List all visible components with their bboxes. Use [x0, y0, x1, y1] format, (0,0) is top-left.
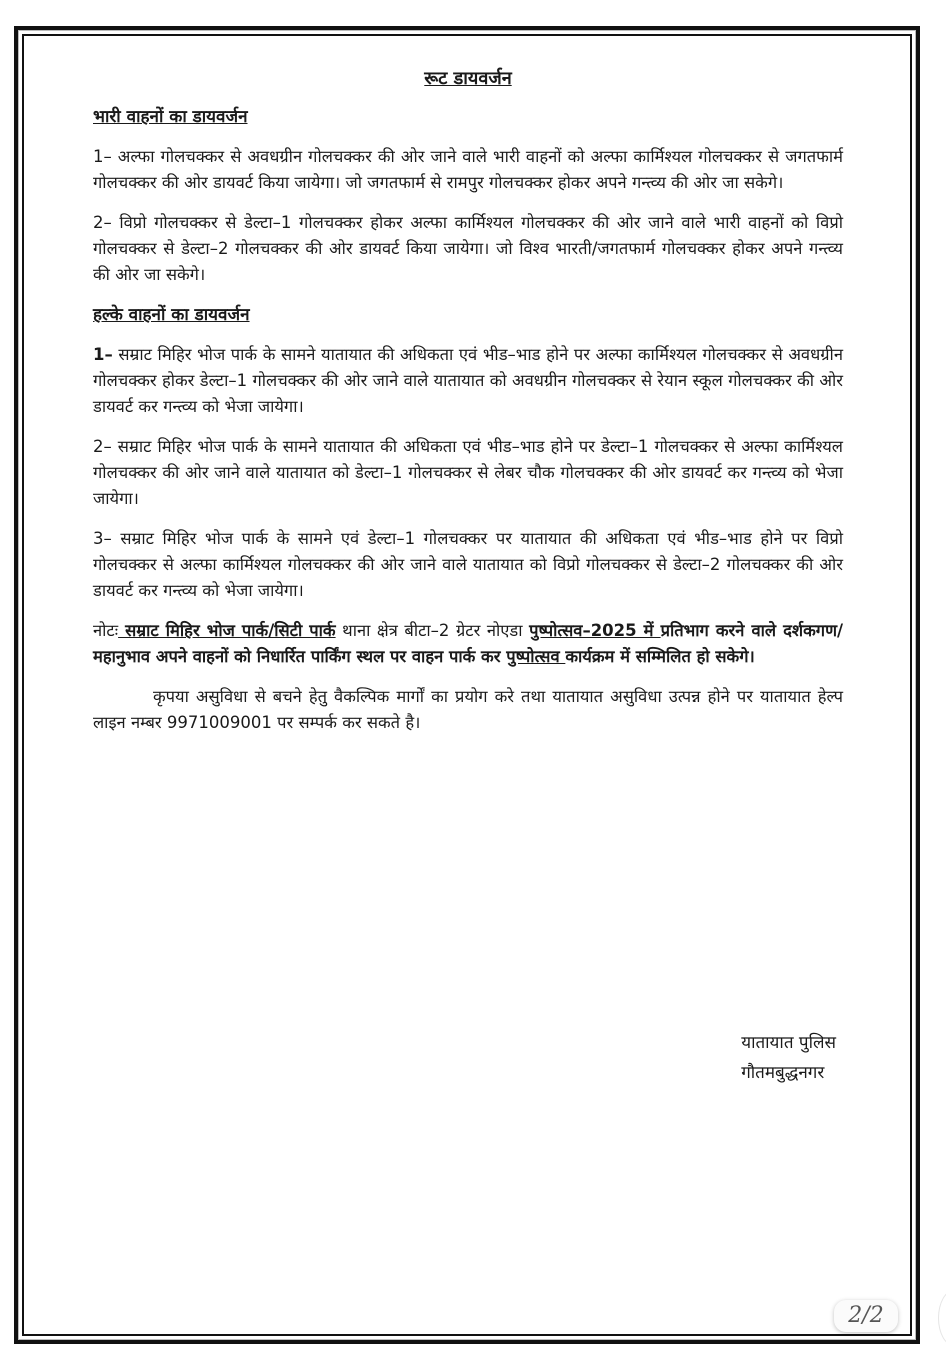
signature-block [741, 1028, 836, 1088]
floating-button-edge[interactable] [938, 1290, 946, 1346]
note-paragraph [93, 618, 843, 670]
section-heading: भारी वाहनों का डायवर्जन [93, 107, 248, 127]
section-heading: हल्के वाहनों का डायवर्जन [93, 305, 250, 325]
note-location: थाना क्षेत्र बीटा–2 ग्रेटर नोएडा [335, 621, 530, 640]
note-text-b: कार्यक्रम में सम्मिलित हो सकेगे। [565, 647, 755, 666]
page-indicator: 2/2 [834, 1300, 898, 1332]
section-heavy-vehicles [93, 104, 843, 288]
item-number: 2– [93, 437, 112, 456]
note-text-a: प्रतिभाग करने वाले दर्शकगण/महानुभाव अपने वाहनों को निधार्रित पार्किंग स्थल पर वाहन पार्क कर [93, 621, 844, 666]
item-text: अल्फा गोलचक्कर से अवधग्रीन गोलचक्कर की ओर जाने वाले भारी वाहनों को अल्फा कार्मिश्यल गोलचक्कर से जगतफार्म गोलचक्कर की ओर डायवर्ट किया जायेगा। जो जगतफार्म से रामपुर गोलचक्कर होकर अपने गन्त्व्य की ओर जा सकेगे। [93, 147, 843, 192]
list-item [93, 434, 843, 512]
item-text: सम्राट मिहिर भोज पार्क के सामने एवं डेल्टा–1 गोलचक्कर पर यातायात की अधिकता एवं भीड–भाड होने पर विप्रो गोलचक्कर से अल्फा कार्मिश्यल गोलचक्कर की ओर जाने वाले यातायात को विप्रो गोलचक्कर से डेल्टा–2 गोलचक्कर की ओर डायवर्ट कर गन्त्व्य को भेजा जायेगा। [93, 529, 843, 600]
item-text: सम्राट मिहिर भोज पार्क के सामने यातायात की अधिकता एवं भीड–भाड होने पर डेल्टा–1 गोलचक्कर से अल्फा कार्मिश्यल गोलचक्कर की ओर जाने वाले यातायात को डेल्टा–1 गोलचक्कर से लेबर चौक गोलचक्कर की ओर डायवर्ट कर गन्त्व्य को भेजा जायेगा। [93, 437, 843, 508]
note-venue: सम्राट मिहिर भोज पार्क/सिटी पार्क [118, 621, 336, 640]
document-title: रूट डायवर्जन [424, 68, 512, 89]
list-item [93, 342, 843, 420]
list-item [93, 144, 843, 196]
item-number: 2– [93, 213, 112, 232]
list-item [93, 210, 843, 288]
item-number: 1– [93, 147, 112, 166]
note-label: नोटः [93, 621, 119, 640]
item-number: 3– [93, 529, 112, 548]
list-item [93, 526, 843, 604]
signature-line-1: यातायात पुलिस [741, 1033, 836, 1053]
section-light-vehicles [93, 302, 843, 604]
signature-line-2: गौतमबुद्धनगर [741, 1063, 825, 1083]
document-body [93, 66, 843, 750]
item-text: सम्राट मिहिर भोज पार्क के सामने यातायात की अधिकता एवं भीड–भाड होने पर अल्फा कार्मिश्यल गोलचक्कर से अवधग्रीन गोलचक्कर होकर डेल्टा–1 गोलचक्कर की ओर जाने वाले यातायात को अवधग्रीन गोलचक्कर से रेयान स्कूल गोलचक्कर की ओर डायवर्ट कर गन्त्व्य को भेजा जायेगा। [93, 345, 843, 416]
note-event-short: पुष्पोत्सव [506, 647, 566, 666]
closing-paragraph: कृपया असुविधा से बचने हेतु वैकल्पिक मार्गों का प्रयोग करे तथा यातायात असुविधा उत्पन्न होने पर यातायात हेल्प लाइन नम्बर 9971009001 पर सम्पर्क कर सकते है। [93, 687, 843, 732]
item-number: 1– [93, 345, 113, 364]
note-event: पुष्पोत्सव–2025 में [529, 621, 661, 640]
item-text: विप्रो गोलचक्कर से डेल्टा–1 गोलचक्कर होकर अल्फा कार्मिश्यल गोलचक्कर की ओर जाने वाले भारी वाहनों को विप्रो गोलचक्कर से डेल्टा–2 गोलचक्कर की ओर डायवर्ट किया जायेगा। जो विश्व भारती/जगतफार्म गोलचक्कर होकर अपने गन्त्व्य की ओर जा सकेगे। [93, 213, 843, 284]
